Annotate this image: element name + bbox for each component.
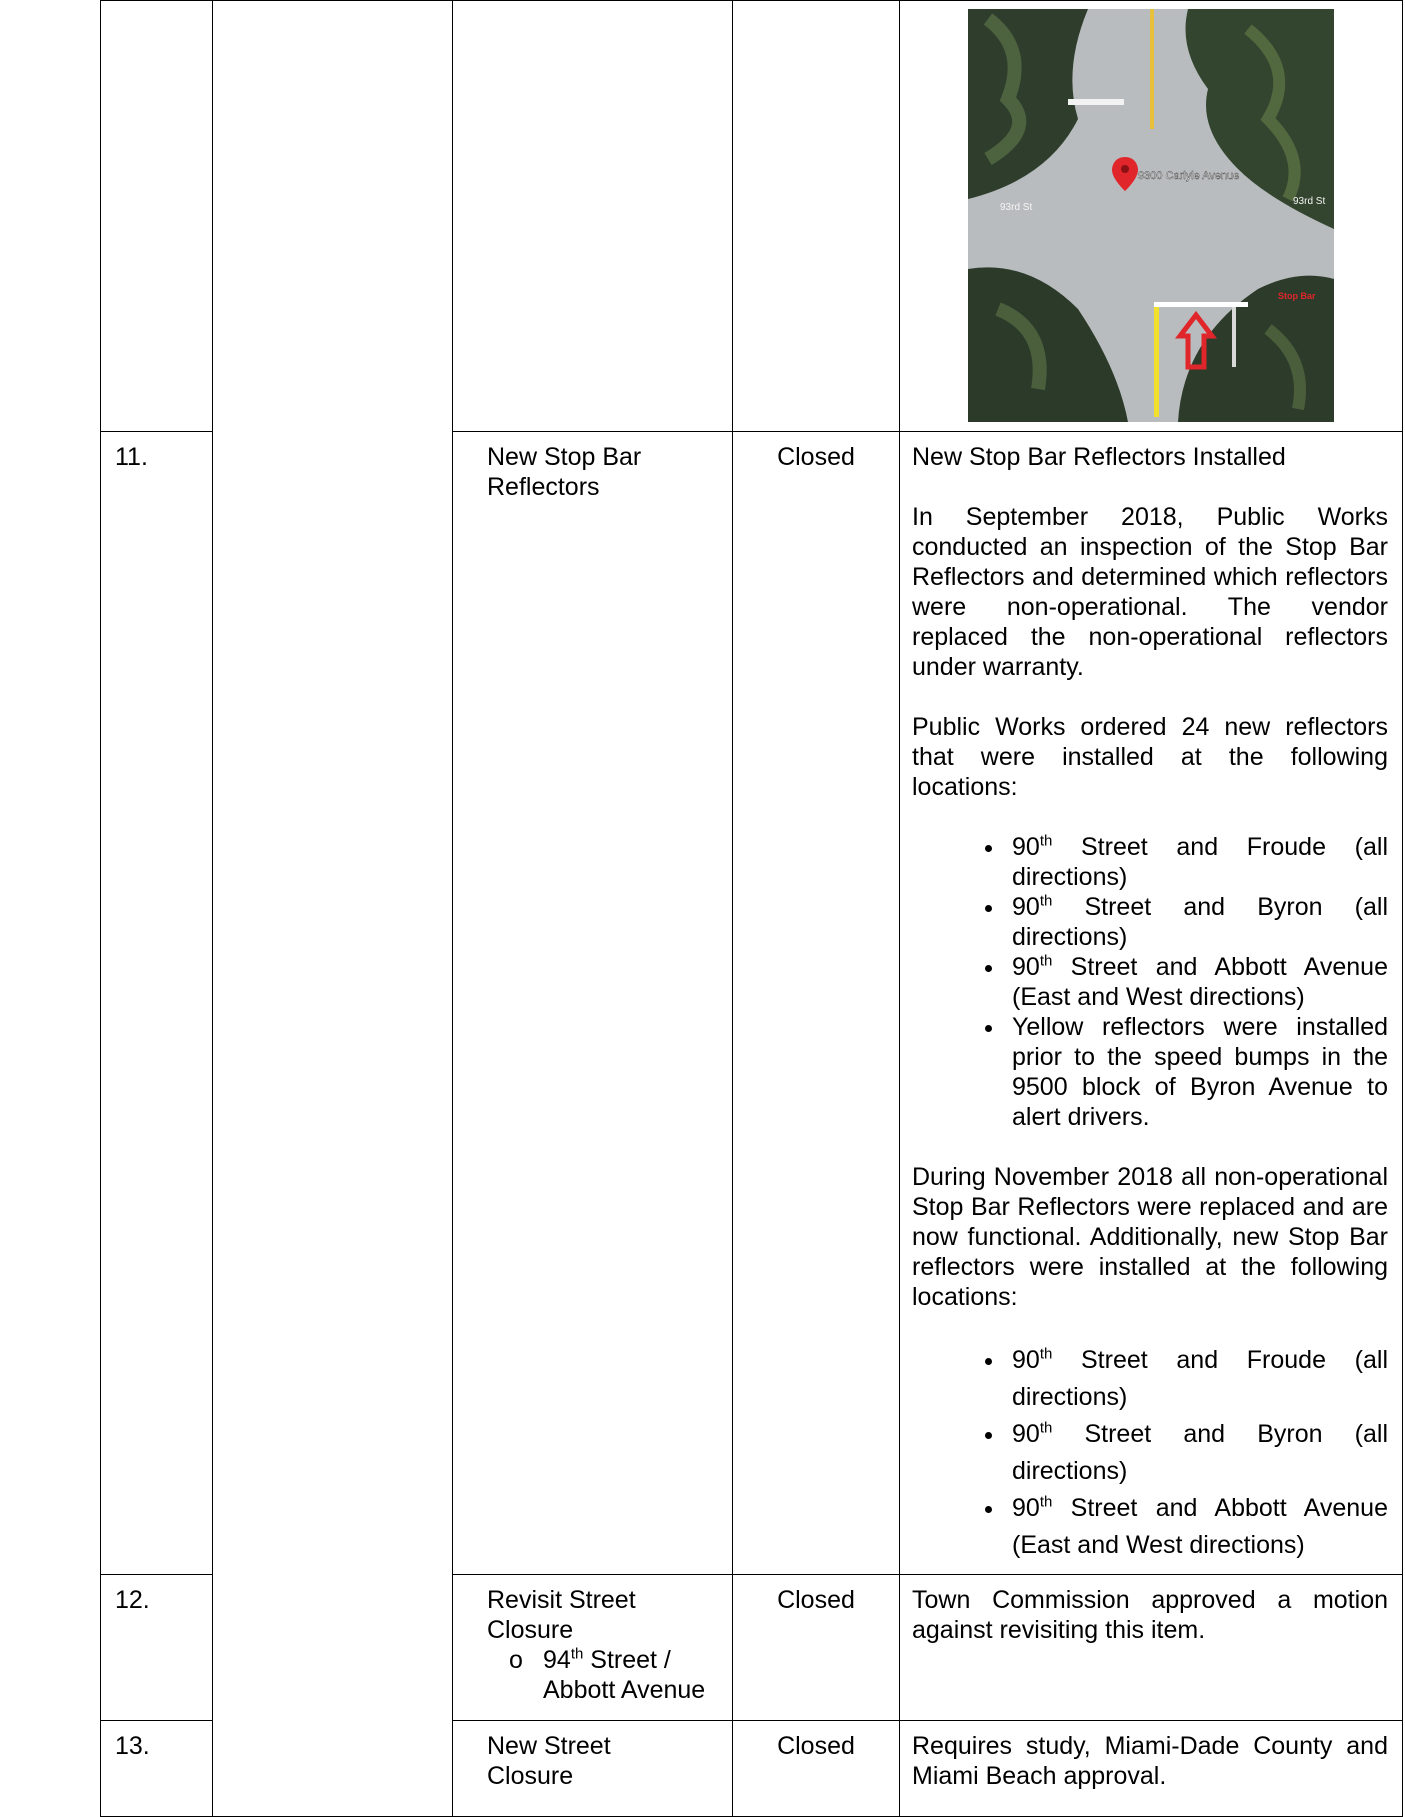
status-cell: Closed [733,1721,900,1817]
list-item: • 90th Street and Froude (all directions) [1006,1342,1388,1416]
locations-list [912,832,1388,1132]
list-item: • Yellow reflectors were installed prior to the speed bumps in the 9500 block of Byron Avenue to alert drivers. [1006,1012,1388,1132]
item-number: 13. [101,1721,213,1817]
cell-photo [900,1,1403,432]
issue-cell [453,432,733,1575]
description-cell: Requires study, Miami-Dade County and Miami Beach approval. [900,1721,1403,1817]
issue-line: Revisit Street [487,1586,636,1614]
description-cell [900,432,1403,1575]
list-item: • 90th Street and Byron (all directions) [1006,892,1388,952]
street-label-right: 93rd St [1293,196,1326,207]
list-item: • 90th Street and Byron (all directions) [1006,1416,1388,1490]
issue-cell [453,1575,733,1721]
minutes-table [100,0,1403,1817]
cell-empty [733,1,900,432]
item-number: 12. [101,1575,213,1721]
issue-line: Reflectors [487,473,600,501]
issue-cell [453,1721,733,1817]
issue-line: Closure [487,1762,574,1790]
cell-empty [101,1,213,432]
list-item: • 90th Street and Abbott Avenue (East and West directions) [1006,1490,1388,1564]
issue-line: New Street [487,1732,611,1760]
item-number: 11. [101,432,213,1575]
list-item: • 90th Street and Abbott Avenue (East and West directions) [1006,952,1388,1012]
description-paragraph: In September 2018, Public Works conducted an inspection of the Stop Bar Reflectors and determined which reflectors were non-operational. The vendor replaced the non-operational reflectors under warranty. [912,503,1388,681]
street-label-left: 93rd St [1000,202,1033,213]
description-title: New Stop Bar Reflectors Installed [912,443,1286,471]
stop-bar-label: Stop Bar [1278,291,1316,301]
aerial-intersection-photo [968,9,1334,422]
description-cell: Town Commission approved a motion against revisiting this item. [900,1575,1403,1721]
status-cell: Closed [733,432,900,1575]
list-item: • 90th Street and Froude (all directions) [1006,832,1388,892]
sub-bullet: o [509,1646,523,1674]
description-paragraph: Public Works ordered 24 new reflectors that were installed at the following locations: [912,713,1388,801]
issue-line: Closure [487,1616,574,1644]
cell-merged [213,1,453,1817]
table-row-photo [101,1,1403,432]
issue-line: New Stop Bar [487,443,642,471]
pin-label: 9300 Carlyle Avenue [1138,170,1240,182]
sub-list-item: o 94th Street / Abbott Avenue [509,1645,706,1704]
status-cell: Closed [733,1575,900,1721]
locations-list [912,1342,1388,1564]
description-paragraph: During November 2018 all non-operational Stop Bar Reflectors were replaced and are now functional. Additionally, new Stop Bar reflectors were installed at the following locations: [912,1163,1388,1311]
cell-empty [453,1,733,432]
sub-list [487,1645,726,1705]
